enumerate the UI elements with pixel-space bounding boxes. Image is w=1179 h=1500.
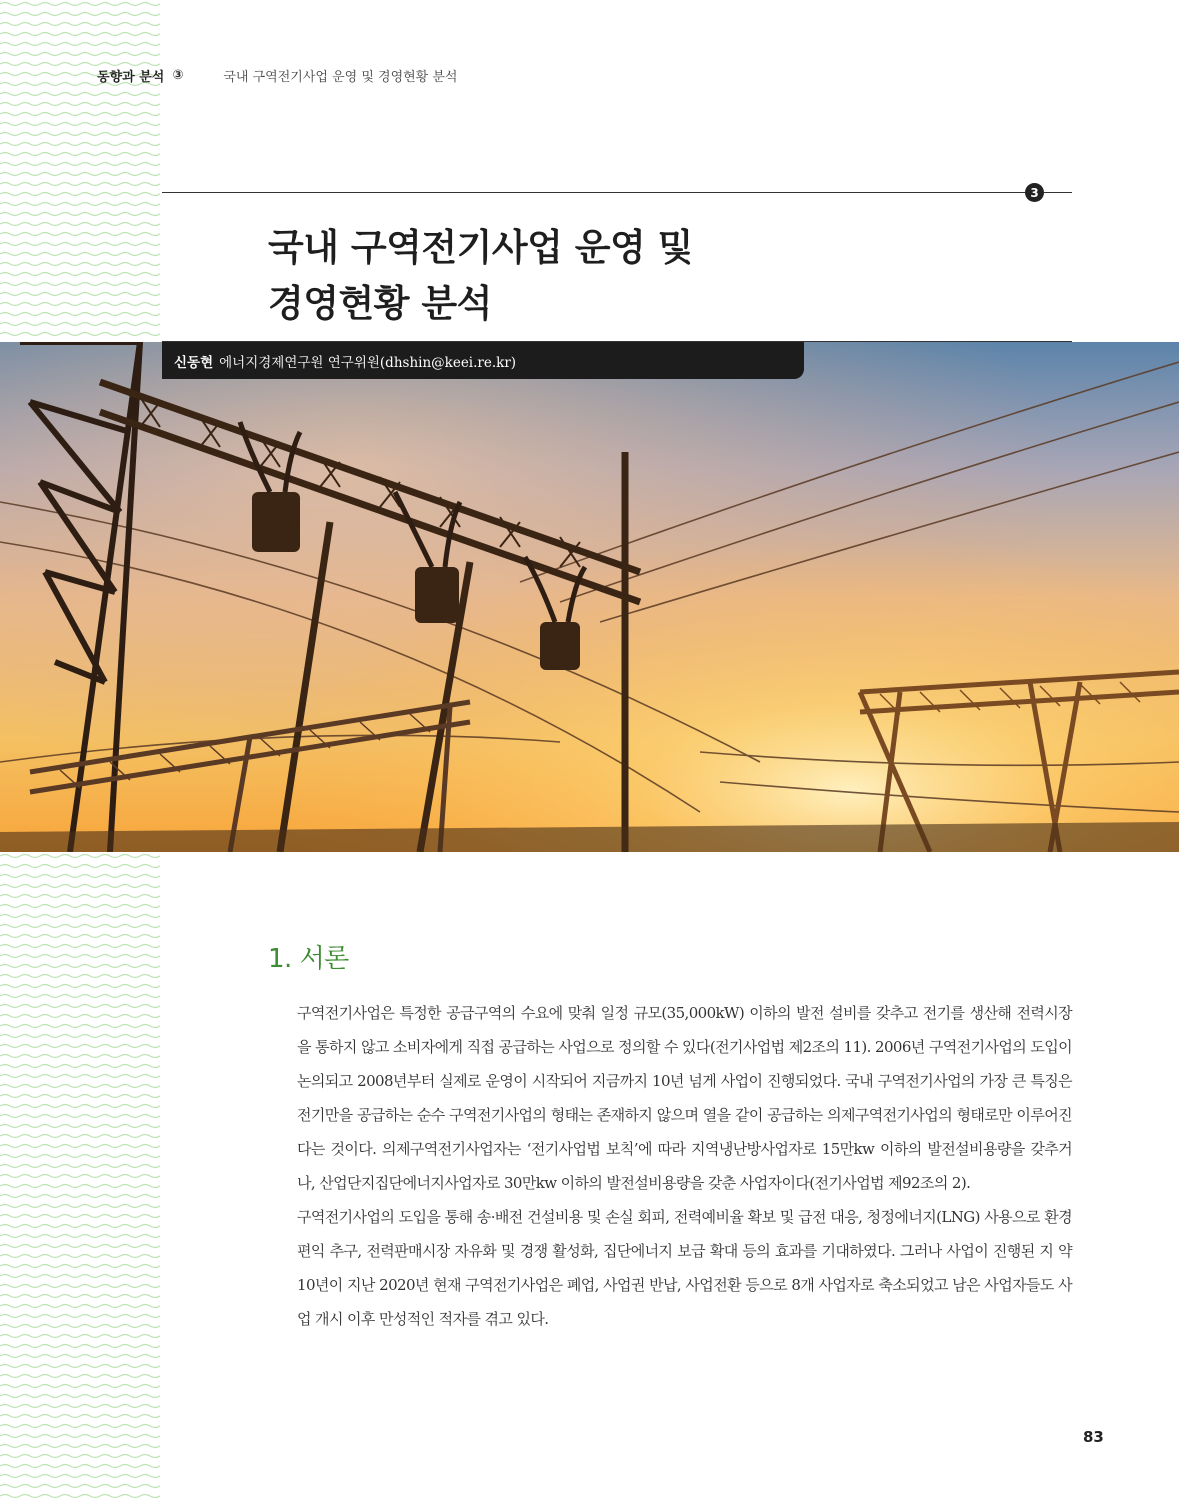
wave-line bbox=[0, 283, 160, 286]
running-head bbox=[97, 66, 458, 85]
wave-line bbox=[0, 945, 160, 948]
wave-line bbox=[0, 143, 160, 146]
wave-line bbox=[0, 273, 160, 276]
author-affiliation: 에너지경제연구원 연구위원(dhshin@keei.re.kr) bbox=[219, 354, 517, 371]
wave-line bbox=[0, 263, 160, 266]
wave-line bbox=[0, 1195, 160, 1198]
wave-line bbox=[0, 1165, 160, 1168]
body-text bbox=[297, 996, 1072, 1336]
wave-line bbox=[0, 1045, 160, 1048]
wave-line bbox=[0, 43, 160, 46]
wave-line bbox=[0, 1275, 160, 1278]
wave-line bbox=[0, 303, 160, 306]
wave-line bbox=[0, 1375, 160, 1378]
wave-line bbox=[0, 1015, 160, 1018]
wave-line bbox=[0, 1295, 160, 1298]
wave-line bbox=[0, 103, 160, 106]
wave-line bbox=[0, 1235, 160, 1238]
power-tower-illustration bbox=[0, 342, 1179, 852]
wave-line bbox=[0, 53, 160, 56]
wave-line bbox=[0, 163, 160, 166]
wave-line bbox=[0, 293, 160, 296]
wave-line bbox=[0, 1445, 160, 1448]
wave-line bbox=[0, 1465, 160, 1468]
wave-line bbox=[0, 1085, 160, 1088]
wave-line bbox=[0, 1365, 160, 1368]
wave-line bbox=[0, 1065, 160, 1068]
author-bar bbox=[162, 342, 804, 379]
wave-line bbox=[0, 1175, 160, 1178]
wave-line bbox=[0, 193, 160, 196]
section-heading: 1. 서론 bbox=[268, 944, 349, 974]
wave-pattern-top bbox=[0, 0, 160, 342]
wave-line bbox=[0, 173, 160, 176]
wave-line bbox=[0, 1395, 160, 1398]
wave-pattern-bottom bbox=[0, 852, 160, 1500]
wave-line bbox=[0, 1305, 160, 1308]
article-number-badge: 3 bbox=[1025, 183, 1044, 202]
paragraph-2: 구역전기사업의 도입을 통해 송·배전 건설비용 및 손실 회피, 전력예비율 확보 및 급전 대응, 청정에너지(LNG) 사용으로 환경편익 추구, 전력판매시장 자유화 및 경쟁 활성화, 집단에너지 보급 확대 등의 효과를 기대하였다. 그러나 사업이 진행된 지 약 10년이 지난 2020년 현재 구역전기사업은 폐업, 사업권 반납, 사업전환 등으로 8개 사업자로 축소되었고 남은 사업자들도 사업 개시 이후 만성적인 적자를 겪고 있다. bbox=[297, 1208, 1072, 1328]
wave-line bbox=[0, 1245, 160, 1248]
wave-line bbox=[0, 995, 160, 998]
wave-line bbox=[0, 905, 160, 908]
wave-line bbox=[0, 1435, 160, 1438]
wave-line bbox=[0, 1335, 160, 1338]
wave-line bbox=[0, 1425, 160, 1428]
author-name: 신동현 bbox=[174, 354, 214, 371]
wave-line bbox=[0, 1345, 160, 1348]
wave-line bbox=[0, 1215, 160, 1218]
page-number: 83 bbox=[1083, 1428, 1104, 1446]
wave-line bbox=[0, 1475, 160, 1478]
wave-line bbox=[0, 113, 160, 116]
wave-line bbox=[0, 313, 160, 316]
wave-line bbox=[0, 865, 160, 868]
wave-line bbox=[0, 3, 160, 6]
title-rule-top bbox=[162, 192, 1072, 193]
wave-line bbox=[0, 253, 160, 256]
wave-line bbox=[0, 1415, 160, 1418]
wave-line bbox=[0, 243, 160, 246]
wave-line bbox=[0, 1145, 160, 1148]
wave-line bbox=[0, 1025, 160, 1028]
wave-line bbox=[0, 915, 160, 918]
wave-line bbox=[0, 1075, 160, 1078]
wave-line bbox=[0, 1155, 160, 1158]
wave-line bbox=[0, 1315, 160, 1318]
wave-line bbox=[0, 935, 160, 938]
wave-line bbox=[0, 133, 160, 136]
hero-image bbox=[0, 342, 1179, 852]
wave-line bbox=[0, 333, 160, 336]
wave-line bbox=[0, 1455, 160, 1458]
wave-line bbox=[0, 1005, 160, 1008]
wave-line bbox=[0, 1125, 160, 1128]
wave-line bbox=[0, 13, 160, 16]
wave-line bbox=[0, 925, 160, 928]
wave-line bbox=[0, 855, 160, 858]
running-head-number: ③ bbox=[172, 68, 184, 83]
wave-line bbox=[0, 1405, 160, 1408]
wave-line bbox=[0, 1135, 160, 1138]
wave-line bbox=[0, 965, 160, 968]
title-line-2: 경영현황 분석 bbox=[268, 282, 492, 325]
wave-line bbox=[0, 123, 160, 126]
wave-line bbox=[0, 885, 160, 888]
wave-line bbox=[0, 975, 160, 978]
wave-line bbox=[0, 213, 160, 216]
wave-line bbox=[0, 1225, 160, 1228]
wave-line bbox=[0, 1285, 160, 1288]
wave-line bbox=[0, 23, 160, 26]
wave-line bbox=[0, 233, 160, 236]
wave-line bbox=[0, 1035, 160, 1038]
wave-line bbox=[0, 203, 160, 206]
title-line-1: 국내 구역전기사업 운영 및 bbox=[268, 226, 693, 269]
wave-line bbox=[0, 1325, 160, 1328]
wave-line bbox=[0, 93, 160, 96]
wave-line bbox=[0, 1495, 160, 1498]
wave-line bbox=[0, 1115, 160, 1118]
wave-line bbox=[0, 1055, 160, 1058]
wave-line bbox=[0, 895, 160, 898]
wave-line bbox=[0, 985, 160, 988]
wave-line bbox=[0, 1185, 160, 1188]
wave-line bbox=[0, 955, 160, 958]
wave-line bbox=[0, 1355, 160, 1358]
wave-line bbox=[0, 183, 160, 186]
paragraph-1: 구역전기사업은 특정한 공급구역의 수요에 맞춰 일정 규모(35,000kW) 이하의 발전 설비를 갖추고 전기를 생산해 전력시장을 통하지 않고 소비자에게 직접 공급하는 사업으로 정의할 수 있다(전기사업법 제2조의 11). 2006년 구역전기사업의 도입이 논의되고 2008년부터 실제로 운영이 시작되어 지금까지 10년 넘게 사업이 진행되었다. 국내 구역전기사업의 가장 큰 특징은 전기만을 공급하는 순수 구역전기사업의 형태는 존재하지 않으며 열을 같이 공급하는 의제구역전기사업의 형태로만 이루어진다는 것이다. 의제구역전기사업자는 ‘전기사업법 보칙’에 따라 지역냉난방사업자로 15만kw 이하의 발전설비용량을 갖추거나, 산업단지집단에너지사업자로 30만kw 이하의 발전설비용량을 갖춘 사업자이다(전기사업법 제92조의 2). bbox=[297, 1004, 1072, 1192]
page-title bbox=[268, 220, 693, 332]
wave-line bbox=[0, 1485, 160, 1488]
wave-line bbox=[0, 1255, 160, 1258]
wave-line bbox=[0, 1265, 160, 1268]
wave-line bbox=[0, 1095, 160, 1098]
wave-line bbox=[0, 1385, 160, 1388]
wave-line bbox=[0, 33, 160, 36]
running-head-subtitle: 국내 구역전기사업 운영 및 경영현황 분석 bbox=[223, 70, 458, 85]
wave-line bbox=[0, 1105, 160, 1108]
wave-line bbox=[0, 223, 160, 226]
wave-line bbox=[0, 1205, 160, 1208]
running-head-section: 동향과 분석 bbox=[97, 70, 165, 85]
wave-line bbox=[0, 323, 160, 326]
wave-line bbox=[0, 875, 160, 878]
wave-line bbox=[0, 153, 160, 156]
